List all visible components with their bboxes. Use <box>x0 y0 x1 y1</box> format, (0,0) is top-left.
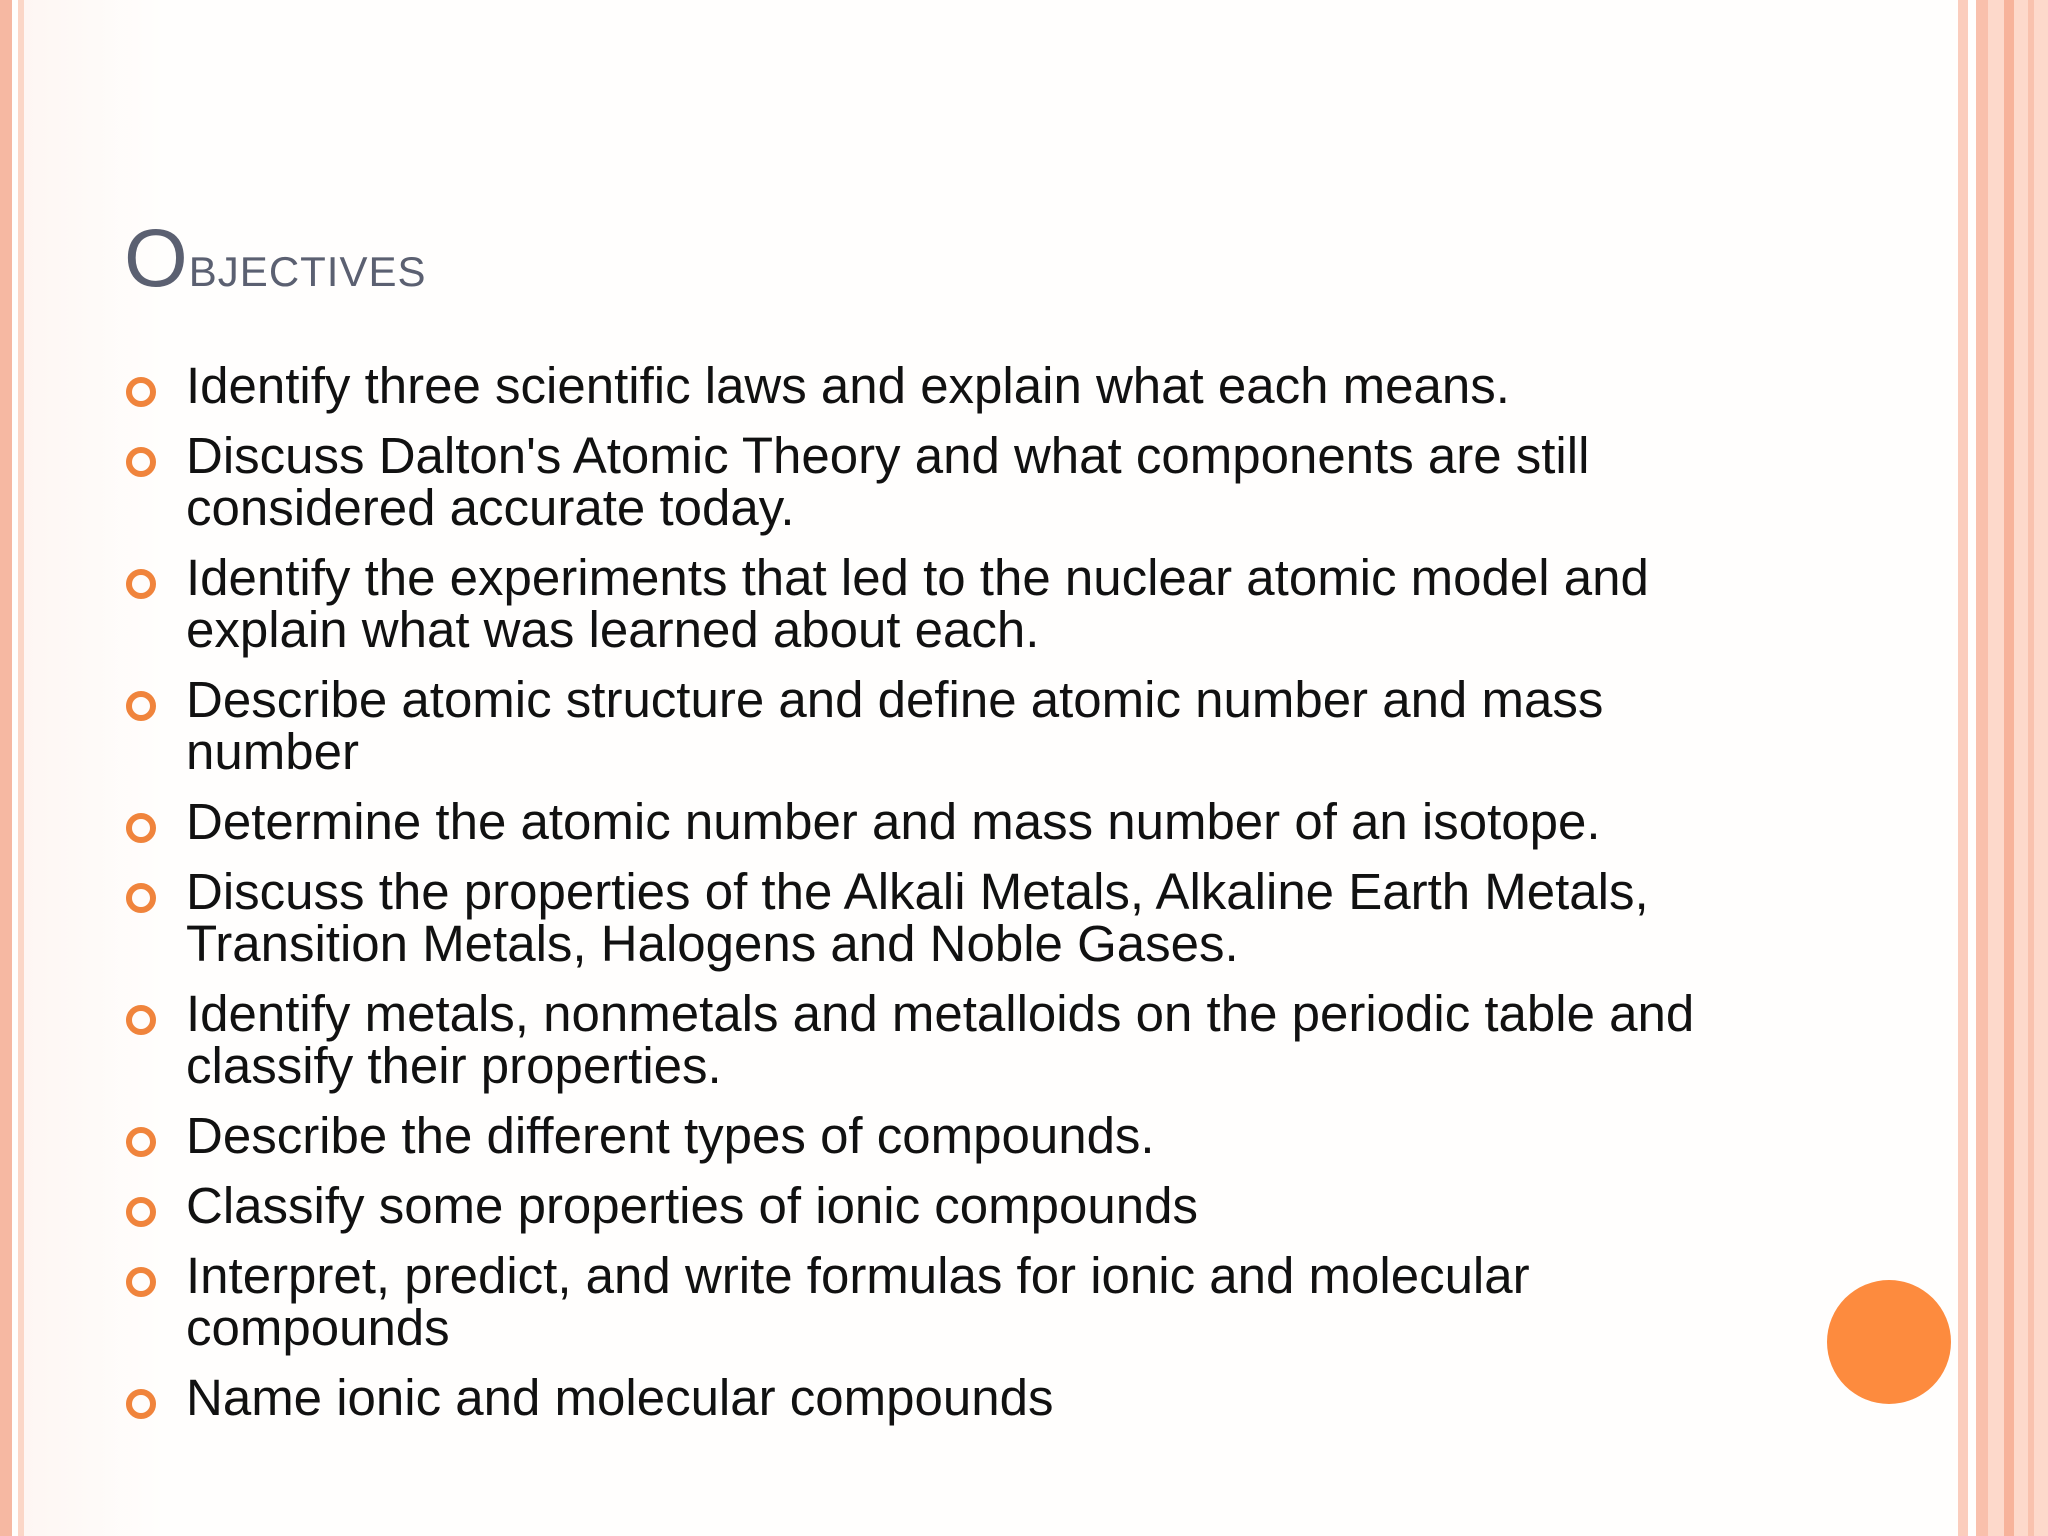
hollow-circle-bullet-icon <box>126 1005 156 1035</box>
right-border-stripe <box>2004 0 2014 1536</box>
objective-text: Determine the atomic number and mass number of an isotope. <box>186 793 1601 850</box>
right-border-stripe <box>1958 0 1968 1536</box>
objective-text: Interpret, predict, and write formulas for ionic and molecular compounds <box>186 1247 1530 1356</box>
slide-title: Objectives <box>124 213 427 304</box>
objective-item <box>124 671 1764 780</box>
left-border-stripe <box>0 0 12 1536</box>
objective-text: Discuss the properties of the Alkali Metals, Alkaline Earth Metals, Transition Metals, Halogens and Noble Gases. <box>186 863 1649 972</box>
objective-text: Identify three scientific laws and explain what each means. <box>186 357 1510 414</box>
objective-item <box>124 549 1764 658</box>
right-border-stripe <box>1976 0 1988 1536</box>
objective-item <box>124 357 1764 414</box>
objective-text: Describe the different types of compounds. <box>186 1107 1155 1164</box>
hollow-circle-bullet-icon <box>126 1127 156 1157</box>
objective-text: Name ionic and molecular compounds <box>186 1369 1054 1426</box>
objective-item <box>124 985 1764 1094</box>
objective-item <box>124 427 1764 536</box>
hollow-circle-bullet-icon <box>126 1389 156 1419</box>
hollow-circle-bullet-icon <box>126 883 156 913</box>
hollow-circle-bullet-icon <box>126 691 156 721</box>
objective-text: Describe atomic structure and define atomic number and mass number <box>186 671 1604 780</box>
objective-item <box>124 863 1764 972</box>
objective-text: Identify the experiments that led to the nuclear atomic model and explain what was learned about each. <box>186 549 1649 658</box>
decorative-orange-circle <box>1827 1280 1951 1404</box>
objectives-list <box>124 357 1764 1442</box>
hollow-circle-bullet-icon <box>126 1197 156 1227</box>
right-border-stripe <box>2028 0 2034 1536</box>
objective-item <box>124 1107 1764 1164</box>
hollow-circle-bullet-icon <box>126 1267 156 1297</box>
objective-text: Discuss Dalton's Atomic Theory and what components are still considered accurate today. <box>186 427 1590 536</box>
hollow-circle-bullet-icon <box>126 447 156 477</box>
objective-text: Identify metals, nonmetals and metalloids on the periodic table and classify their properties. <box>186 985 1695 1094</box>
objective-item <box>124 1247 1764 1356</box>
objective-item <box>124 1177 1764 1234</box>
right-border-band <box>1988 0 2048 1536</box>
hollow-circle-bullet-icon <box>126 377 156 407</box>
hollow-circle-bullet-icon <box>126 813 156 843</box>
objective-item <box>124 793 1764 850</box>
objective-item <box>124 1369 1764 1426</box>
objective-text: Classify some properties of ionic compounds <box>186 1177 1198 1234</box>
hollow-circle-bullet-icon <box>126 569 156 599</box>
